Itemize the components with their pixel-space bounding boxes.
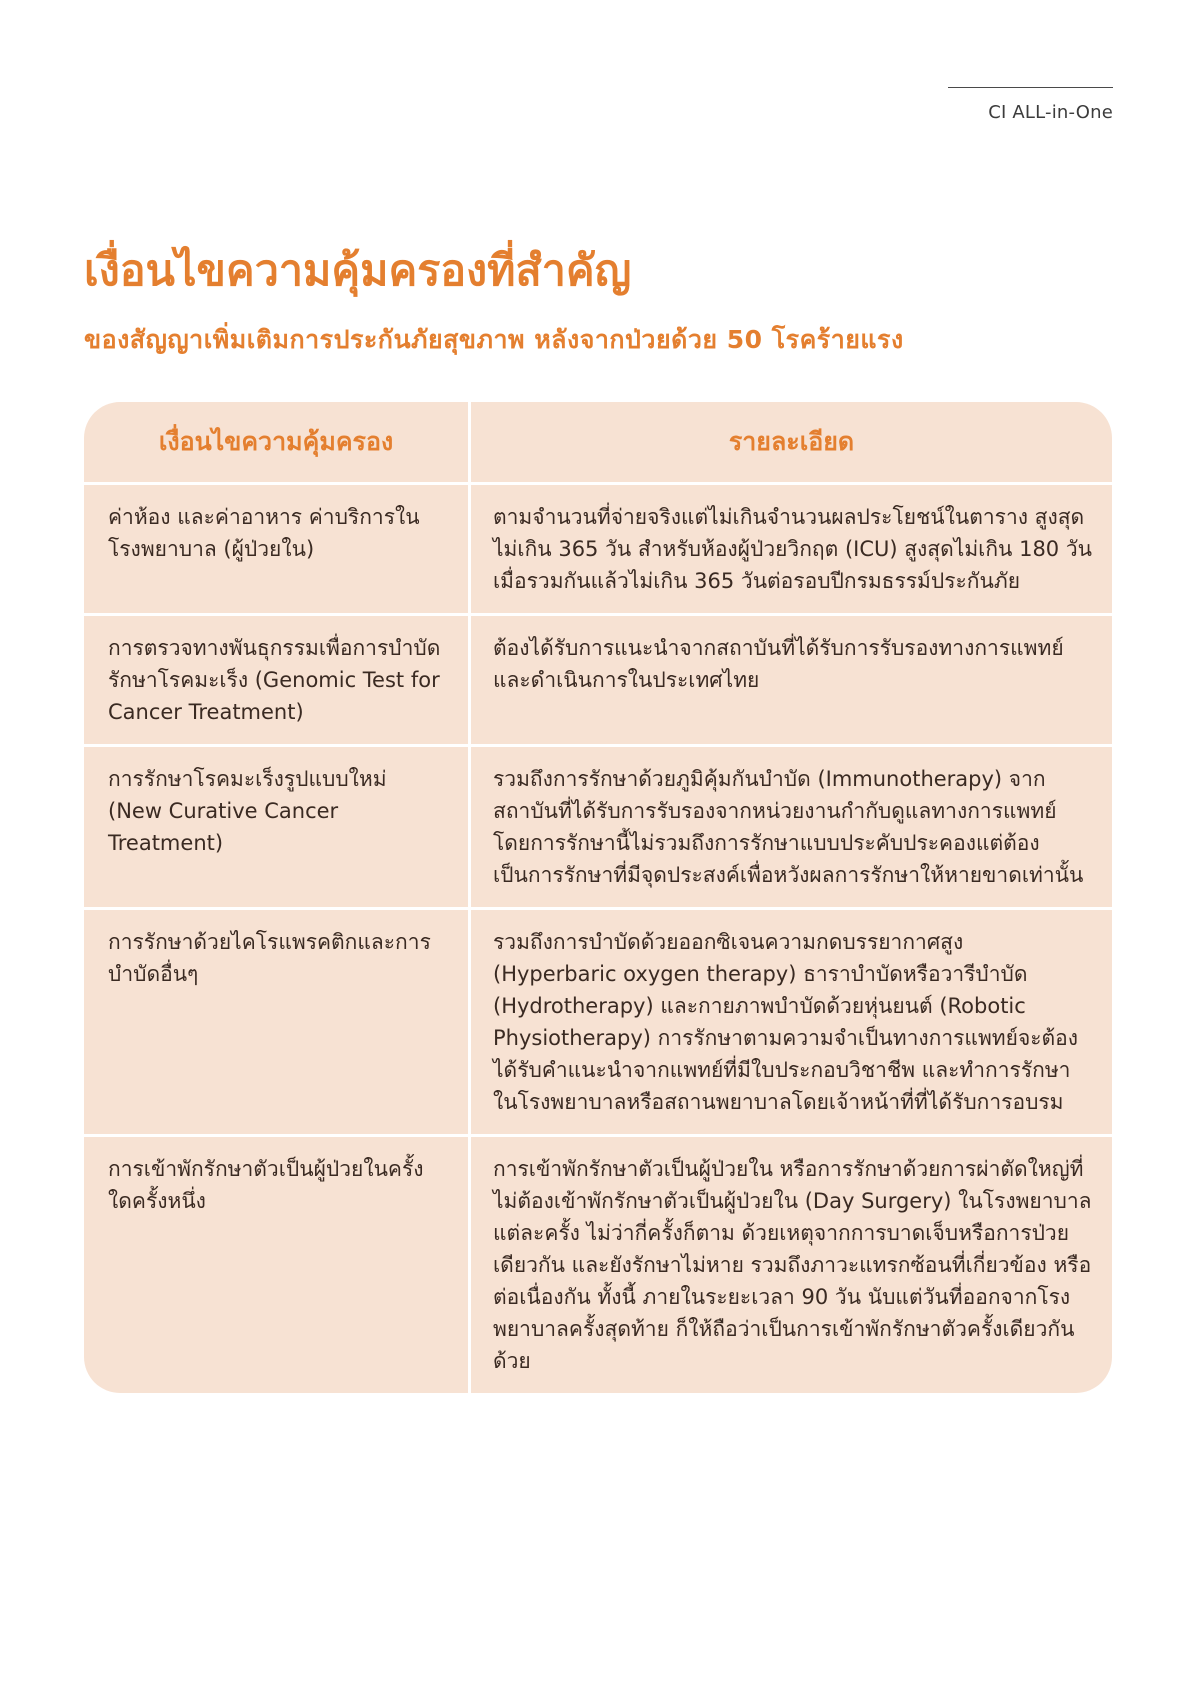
coverage-table [84, 402, 1112, 1393]
table-row [84, 747, 1112, 910]
condition-text: ค่าห้อง และค่าอาหาร ค่าบริการในโรงพยาบาล (ผู้ป่วยใน) [108, 505, 420, 561]
header-brand: CI ALL-in-One [988, 102, 1113, 123]
condition-text: การตรวจทางพันธุกรรมเพื่อการบำบัดรักษาโรคมะเร็ง (Genomic Test for Cancer Treatment) [108, 636, 441, 724]
header-divider [948, 87, 1113, 88]
table-row [84, 910, 1112, 1137]
detail-text: รวมถึงการรักษาด้วยภูมิคุ้มกันบำบัด (Immunotherapy) จากสถาบันที่ได้รับการรับรองจากหน่วยงานกำกับดูแลทางการแพทย์ โดยการรักษานี้ไม่รวมถึงการรักษาแบบประคับประคองแต่ต้องเป็นการรักษาที่มีจุดประสงค์เพื่อหวังผลการรักษาให้หายขาดเท่านั้น [493, 767, 1084, 887]
condition-text: การเข้าพักรักษาตัวเป็นผู้ป่วยในครั้งใดครั้งหนึ่ง [108, 1157, 424, 1213]
condition-text: การรักษาด้วยไคโรแพรคติกและการบำบัดอื่นๆ [108, 930, 431, 986]
detail-text: ตามจำนวนที่จ่ายจริงแต่ไม่เกินจำนวนผลประโยชน์ในตาราง สูงสุดไม่เกิน 365 วัน สำหรับห้องผู้ป่วยวิกฤต (ICU) สูงสุดไม่เกิน 180 วัน เมื่อรวมกันแล้วไม่เกิน 365 วันต่อรอบปีกรมธรรม์ประกันภัย [493, 505, 1092, 593]
table-row [84, 1137, 1112, 1393]
detail-text: ต้องได้รับการแนะนำจากสถาบันที่ได้รับการรับรองทางการแพทย์ และดำเนินการในประเทศไทย [493, 636, 1064, 692]
condition-cell [84, 485, 471, 616]
table-header-row [84, 402, 1112, 485]
page-title: เงื่อนไขความคุ้มครองที่สำคัญ [84, 246, 632, 296]
detail-text: รวมถึงการบำบัดด้วยออกซิเจนความกดบรรยากาศสูง (Hyperbaric oxygen therapy) ธาราบำบัดหรือวารีบำบัด (Hydrotherapy) และกายภาพบำบัดด้วยหุ่นยนต์ (Robotic Physiotherapy) การรักษาตามความจำเป็นทางการแพทย์จะต้องได้รับคำแนะนำจากแพทย์ที่มีใบประกอบวิชาชีพ และทำการรักษาในโรงพยาบาลหรือสถานพยาบาลโดยเจ้าหน้าที่ที่ได้รับการอบรม [493, 930, 1079, 1114]
condition-cell [84, 747, 471, 910]
detail-text: การเข้าพักรักษาตัวเป็นผู้ป่วยใน หรือการรักษาด้วยการผ่าตัดใหญ่ที่ไม่ต้องเข้าพักรักษาตัวเป็นผู้ป่วยใน (Day Surgery) ในโรงพยาบาลแต่ละครั้ง ไม่ว่ากี่ครั้งก็ตาม ด้วยเหตุจากการบาดเจ็บหรือการป่วยเดียวกัน และยังรักษาไม่หาย รวมถึงภาวะแทรกซ้อนที่เกี่ยวข้อง หรือต่อเนื่องกัน ทั้งนี้ ภายในระยะเวลา 90 วัน นับแต่วันที่ออกจากโรงพยาบาลครั้งสุดท้าย ก็ให้ถือว่าเป็นการเข้าพักรักษาตัวครั้งเดียวกันด้วย [493, 1157, 1092, 1373]
detail-cell [471, 485, 1112, 616]
detail-cell [471, 747, 1112, 910]
column-header-detail: รายละเอียด [471, 402, 1112, 485]
table-row [84, 616, 1112, 747]
condition-cell [84, 1137, 471, 1393]
detail-cell [471, 616, 1112, 747]
page-subtitle: ของสัญญาเพิ่มเติมการประกันภัยสุขภาพ หลังจากป่วยด้วย 50 โรคร้ายแรง [84, 325, 904, 354]
condition-text: การรักษาโรคมะเร็งรูปแบบใหม่ (New Curative Cancer Treatment) [108, 767, 387, 855]
condition-cell [84, 616, 471, 747]
condition-cell [84, 910, 471, 1137]
detail-cell [471, 910, 1112, 1137]
detail-cell [471, 1137, 1112, 1393]
table-row [84, 485, 1112, 616]
column-header-condition: เงื่อนไขความคุ้มครอง [84, 402, 471, 485]
